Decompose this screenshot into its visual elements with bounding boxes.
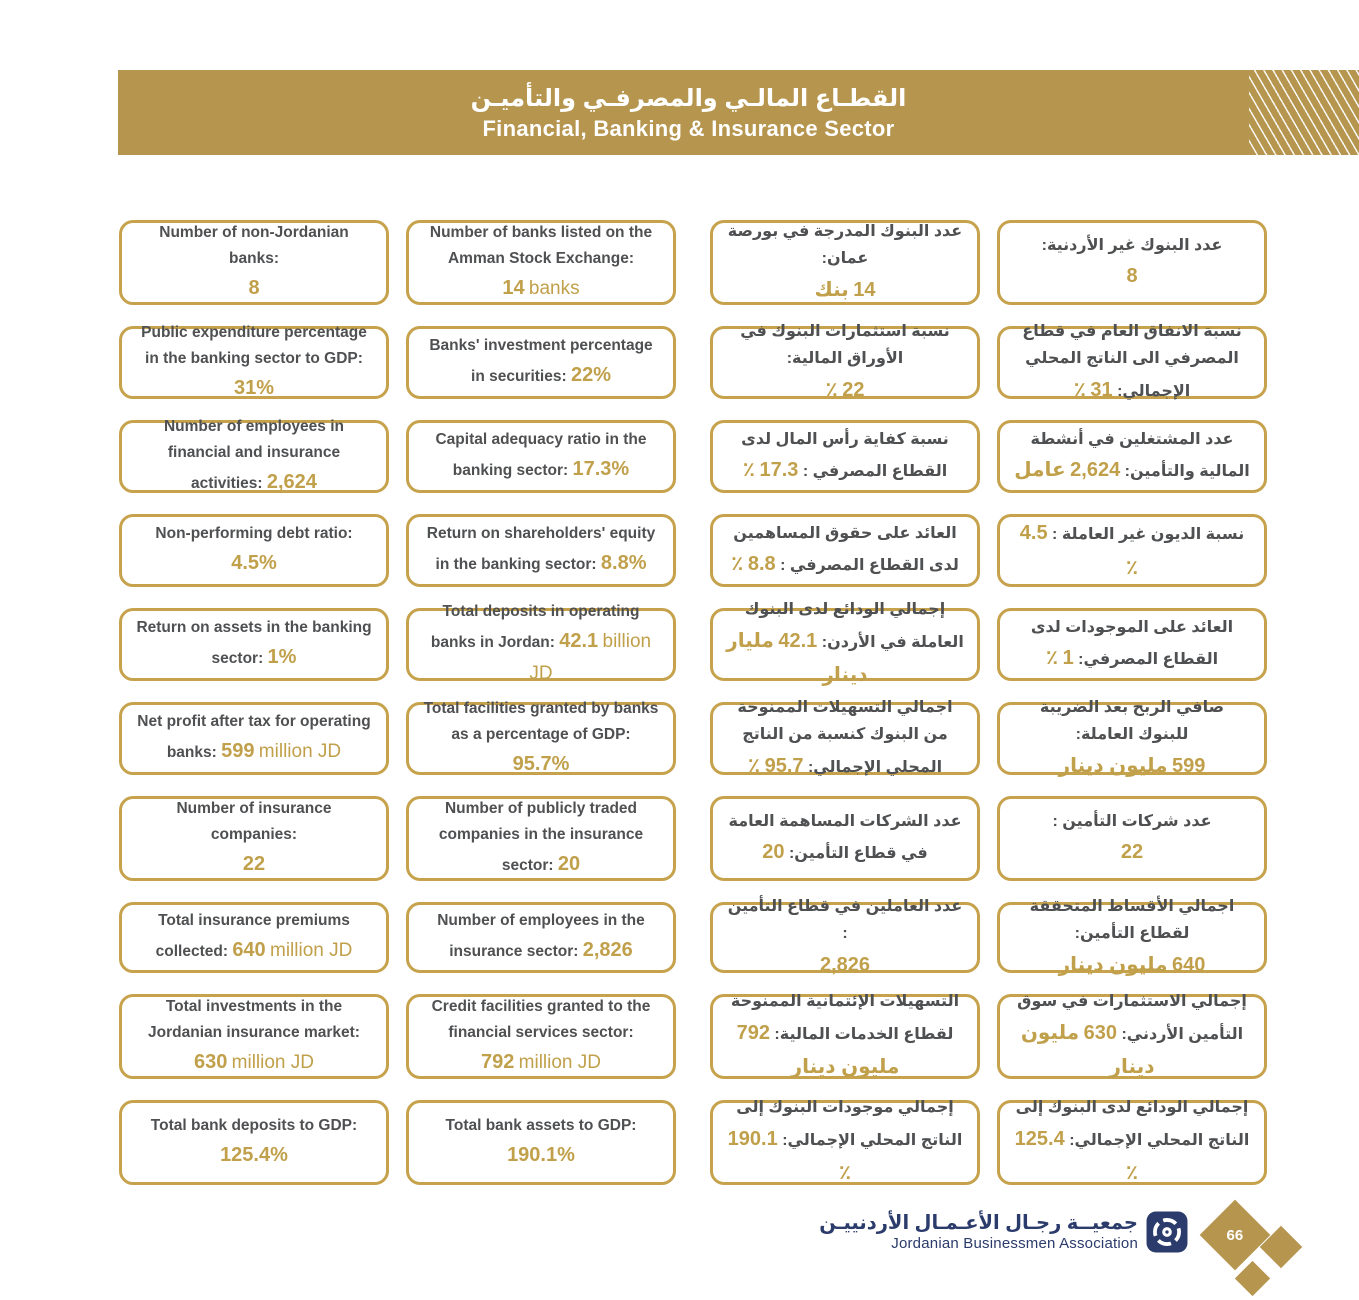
- banner-titles: [118, 70, 1259, 155]
- stat-text: [726, 893, 964, 982]
- stat-text: [1013, 614, 1251, 676]
- stat-label: Number of employees in financial and insurance activities:: [163, 417, 344, 492]
- stat-box: [406, 602, 676, 685]
- stats-row: [119, 220, 1267, 305]
- stat-box: [119, 702, 389, 775]
- stat-value: [582, 938, 633, 961]
- stat-unit: banks: [528, 277, 580, 299]
- stat-unit: مليار دينار: [726, 629, 868, 687]
- stat-unit: مليون دينار: [1020, 1021, 1155, 1079]
- stat-box: [997, 322, 1267, 401]
- stats-row: [119, 994, 1267, 1079]
- stat-text: [1013, 318, 1251, 407]
- stat-value: [1120, 841, 1144, 864]
- stat-value: [570, 363, 611, 386]
- stat-number: 14: [502, 276, 525, 299]
- stat-box: [406, 326, 676, 399]
- stat-value: [1058, 754, 1206, 777]
- stat-number: 630: [1083, 1021, 1118, 1044]
- stat-box: [406, 994, 676, 1079]
- stat-label: عدد العاملين في قطاع التأمين :: [727, 897, 963, 943]
- stat-value: [762, 841, 785, 864]
- stat-number: 8.8%: [600, 551, 647, 574]
- stat-unit: مليون دينار: [790, 1056, 900, 1079]
- stat-number: 95.7%: [512, 752, 570, 775]
- stat-number: 640: [1171, 953, 1206, 976]
- stat-box: [997, 608, 1267, 681]
- stat-unit: ٪: [742, 459, 755, 482]
- stat-label: Number of employees in the insurance sector:: [437, 911, 645, 960]
- stat-label: التسهيلات الإئتمانية الممنوحة لقطاع الخدمات المالية:: [730, 993, 960, 1043]
- stat-text: [422, 333, 660, 393]
- stat-number: 2,826: [582, 938, 633, 961]
- stat-box: [119, 514, 389, 587]
- stat-number: 95.7: [764, 754, 804, 777]
- stat-box: [119, 994, 389, 1079]
- stat-text: [135, 994, 373, 1080]
- stat-unit: ٪: [1045, 647, 1059, 670]
- stat-box: [406, 699, 676, 775]
- stat-text: [135, 414, 373, 500]
- stat-number: 4.5%: [231, 551, 277, 574]
- stat-text: [422, 599, 660, 691]
- stat-label: عدد البنوك غير الأردنية:: [1041, 236, 1223, 254]
- stat-unit: ٪: [1125, 556, 1139, 579]
- stat-text: [1013, 426, 1251, 488]
- stat-unit: ٪: [747, 754, 761, 777]
- stat-box: [406, 1100, 676, 1185]
- stat-number: 599: [221, 739, 255, 762]
- stats-row: [119, 601, 1267, 687]
- stat-text: [726, 1094, 964, 1190]
- stat-text: [1042, 232, 1223, 294]
- stats-row: [119, 698, 1267, 777]
- stat-number: 20: [762, 841, 785, 864]
- stat-text: [422, 521, 660, 581]
- stat-box: [710, 994, 980, 1079]
- stat-value: [507, 1143, 575, 1166]
- stat-number: 640: [232, 938, 266, 961]
- stat-box: [997, 420, 1267, 493]
- stat-text: [726, 988, 964, 1084]
- stat-value: [1126, 265, 1138, 288]
- stat-value: [193, 1050, 315, 1073]
- stat-label: اجمالي الأقساط المتحققة لقطاع التأمين:: [1029, 897, 1235, 943]
- stat-text: [1013, 893, 1251, 982]
- stat-text: [726, 520, 964, 582]
- stat-label: نسبة استثمارات البنوك في الأوراق المالية:: [740, 322, 950, 368]
- stat-value: [825, 378, 865, 401]
- stat-number: 17.3%: [572, 457, 630, 480]
- footer-diamond-small: [1235, 1261, 1270, 1296]
- stat-label: Number of non-Jordanian banks:: [159, 223, 349, 267]
- stat-value: [1058, 953, 1206, 976]
- stat-box: [997, 698, 1267, 777]
- stat-value: [242, 852, 266, 875]
- stat-label: Total bank assets to GDP:: [445, 1116, 637, 1134]
- stat-unit: بنك: [814, 278, 849, 301]
- stat-number: 2,624: [266, 470, 317, 493]
- stat-label: Number of publicly traded companies in the insurance sector:: [438, 799, 644, 874]
- stat-label: إجمالي الودائع لدى البنوك إلى الناتج المحلي الإجمالي:: [1015, 1099, 1250, 1149]
- stat-text: [155, 521, 352, 581]
- stat-number: 20: [557, 852, 581, 875]
- stat-value: [266, 470, 317, 493]
- stat-label: إجمالي موجودات البنوك إلى الناتج المحلي الإجمالي:: [736, 1099, 963, 1149]
- stats-grid: [119, 220, 1267, 1206]
- stat-value: [747, 754, 804, 777]
- stat-box: [710, 698, 980, 777]
- stat-text: [726, 318, 964, 407]
- stat-text: [151, 1113, 357, 1173]
- stat-number: 190.1: [727, 1127, 778, 1150]
- stat-text: [1013, 988, 1251, 1084]
- stat-number: 792: [480, 1050, 515, 1073]
- stat-value: [819, 953, 871, 976]
- stat-label: عدد الشركات المساهمة العامة في قطاع التأمين:: [728, 812, 962, 863]
- stat-number: 2,624: [1070, 459, 1121, 482]
- stat-unit: million JD: [231, 1051, 315, 1073]
- stat-unit: billion JD: [529, 630, 652, 685]
- stat-text: [726, 596, 964, 692]
- stat-label: Number of insurance companies:: [176, 799, 332, 843]
- stat-box: [997, 897, 1267, 976]
- stat-value: [248, 276, 260, 299]
- stat-label: Total facilities granted by banks as a percentage of GDP:: [423, 699, 659, 743]
- stat-box: [406, 514, 676, 587]
- stat-box: [997, 994, 1267, 1079]
- stat-value: [1045, 647, 1074, 670]
- stat-number: 42.1: [778, 629, 818, 652]
- stat-unit: ٪: [1073, 378, 1086, 401]
- stat-label: إجمالي الاستثمارات في سوق التأمين الأردني:: [1017, 993, 1247, 1043]
- stat-number: 22%: [570, 363, 611, 386]
- stats-row: [119, 897, 1267, 976]
- stat-label: عدد المشتغلين في أنشطة المالية والتأمين:: [1030, 430, 1250, 481]
- stat-box: [406, 220, 676, 305]
- stat-label: العائد على الموجودات لدى القطاع المصرفي:: [1030, 618, 1234, 669]
- stat-label: Capital adequacy ratio in the banking sector:: [435, 430, 647, 479]
- stat-box: [119, 1100, 389, 1185]
- stat-box: [710, 601, 980, 687]
- stat-box: [406, 796, 676, 881]
- stat-unit: ٪: [838, 1162, 852, 1185]
- stat-label: Non-performing debt ratio:: [155, 524, 353, 542]
- stat-label: Public expenditure percentage in the banking sector to GDP:: [141, 323, 367, 367]
- stats-row: [119, 322, 1267, 401]
- stats-row: [119, 514, 1267, 587]
- footer-org-block: [819, 1212, 1138, 1253]
- stat-box: [997, 1100, 1267, 1185]
- stat-text: [422, 994, 660, 1080]
- stat-value: [572, 457, 630, 480]
- stat-box: [710, 322, 980, 401]
- stat-value: [233, 376, 275, 399]
- stat-value: [1073, 378, 1113, 401]
- header-banner: [118, 70, 1359, 155]
- stat-label: العائد على حقوق المساهمين لدى القطاع المصرفي :: [733, 524, 959, 575]
- stat-text: [135, 908, 373, 968]
- banner-diamond-large: [1337, 160, 1359, 202]
- stat-text: [422, 220, 660, 306]
- stat-unit: مليون دينار: [1058, 953, 1168, 976]
- stat-number: 31: [1090, 378, 1113, 401]
- stat-label: اجمالي التسهيلات الممنوحة من البنوك كنسبة من الناتج المحلي الإجمالي:: [737, 698, 953, 776]
- stat-unit: ٪: [731, 553, 744, 576]
- stat-value: [502, 276, 580, 299]
- page-title-english: Financial, Banking & Insurance Sector: [482, 115, 895, 141]
- stat-label: عدد شركات التأمين :: [1052, 812, 1212, 830]
- stat-label: Return on assets in the banking sector:: [136, 618, 372, 667]
- stat-text: [446, 1113, 637, 1173]
- stat-box: [710, 897, 980, 976]
- stat-value: [1014, 459, 1121, 482]
- jba-logo: [1146, 1211, 1188, 1253]
- page-number: 66: [1226, 1226, 1244, 1244]
- stat-text: [135, 796, 373, 882]
- stat-value: [814, 278, 876, 301]
- stat-value: [231, 551, 277, 574]
- stat-label: نسبة الديون غير العاملة :: [1052, 526, 1245, 544]
- stat-text: [726, 218, 964, 307]
- stat-text: [1053, 808, 1212, 870]
- stat-box: [710, 420, 980, 493]
- stat-unit: مليون دينار: [1058, 754, 1168, 777]
- stat-text: [1013, 516, 1251, 585]
- stat-number: 1%: [267, 645, 297, 668]
- stat-box: [119, 323, 389, 399]
- org-name-arabic: جمعيــة رجـال الأعـمـال الأردنييـن: [819, 1212, 1138, 1234]
- stat-label: Credit facilities granted to the financial services sector:: [431, 997, 651, 1041]
- stat-value: [232, 938, 353, 961]
- stat-label: Banks' investment percentage in securities:: [429, 336, 653, 385]
- stat-text: [135, 220, 373, 306]
- stat-label: نسبة الانفاق العام في قطاع المصرفي الى الناتج المحلي الإجمالي:: [1022, 322, 1242, 400]
- page-title-arabic: القطـاع المالـي والمصرفـي والتأميـن: [470, 84, 907, 112]
- stat-box: [119, 220, 389, 305]
- stat-number: 42.1: [559, 629, 599, 652]
- stat-text: [726, 694, 964, 783]
- stat-number: 2,826: [819, 953, 871, 976]
- stats-row: [119, 796, 1267, 881]
- stat-label: Number of banks listed on the Amman Stock Exchange:: [429, 223, 653, 267]
- stat-number: 125.4: [1014, 1127, 1065, 1150]
- stats-row: [119, 1100, 1267, 1185]
- stat-number: 8: [1126, 265, 1138, 288]
- stat-value: [512, 752, 570, 775]
- stat-text: [726, 426, 964, 488]
- stat-value: [221, 739, 342, 762]
- stat-number: 792: [736, 1021, 770, 1044]
- stat-value: [600, 551, 647, 574]
- stat-value: [480, 1050, 602, 1073]
- stat-label: نسبة كفاية رأس المال لدى القطاع المصرفي :: [741, 430, 949, 481]
- stat-number: 4.5: [1019, 522, 1048, 545]
- stat-box: [710, 796, 980, 881]
- diagonal-lines-decoration: [1249, 70, 1359, 155]
- page-number-diamond: [1200, 1200, 1271, 1271]
- stat-number: 31%: [233, 376, 275, 399]
- stat-number: 125.4%: [220, 1143, 288, 1166]
- stat-label: إجمالي الودائع لدى البنوك العاملة في الأردن:: [744, 601, 964, 651]
- stat-unit: million JD: [258, 740, 342, 762]
- stat-number: 22: [842, 378, 865, 401]
- stat-number: 599: [1171, 754, 1206, 777]
- stat-number: 190.1%: [507, 1143, 575, 1166]
- stat-unit: ٪: [825, 378, 838, 401]
- stat-label: Return on shareholders' equity in the banking sector:: [426, 524, 656, 573]
- stat-unit: عامل: [1014, 459, 1066, 482]
- stat-text: [135, 615, 373, 675]
- stat-text: [422, 427, 660, 487]
- stat-text: [135, 320, 373, 406]
- stat-box: [710, 220, 980, 305]
- stat-value: [742, 459, 799, 482]
- stat-text: [422, 908, 660, 968]
- stat-box: [710, 1100, 980, 1185]
- stat-text: [422, 796, 660, 882]
- stat-text: [135, 709, 373, 769]
- stat-box: [406, 902, 676, 973]
- stat-text: [1013, 1094, 1251, 1190]
- stat-unit: million JD: [270, 939, 353, 961]
- stat-value: [557, 852, 581, 875]
- stat-number: 630: [193, 1050, 228, 1073]
- stat-box: [710, 514, 980, 587]
- stat-label: صافي الربح بعد الضريبة للبنوك العاملة:: [1039, 698, 1225, 744]
- stat-text: [1013, 694, 1251, 783]
- stat-number: 14: [853, 278, 876, 301]
- stat-box: [997, 514, 1267, 587]
- stat-label: Total insurance premiums collected:: [155, 911, 350, 960]
- stat-label: Net profit after tax for operating banks:: [137, 712, 371, 761]
- stat-label: عدد البنوك المدرجة في بورصة عمان:: [727, 222, 963, 268]
- stat-label: Total investments in the Jordanian insurance market:: [148, 997, 360, 1041]
- stat-box: [406, 420, 676, 493]
- stat-box: [119, 608, 389, 681]
- stat-number: 1: [1062, 647, 1074, 670]
- stats-row: [119, 417, 1267, 493]
- stat-text: [422, 696, 660, 782]
- stat-unit: ٪: [1125, 1162, 1139, 1185]
- stat-box: [119, 796, 389, 881]
- stat-number: 8.8: [747, 553, 776, 576]
- stat-number: 22: [242, 852, 266, 875]
- stat-number: 22: [1120, 841, 1144, 864]
- stat-value: [731, 553, 776, 576]
- stat-box: [119, 417, 389, 493]
- stat-number: 8: [248, 276, 260, 299]
- stat-box: [119, 902, 389, 973]
- stat-value: [220, 1143, 288, 1166]
- stat-text: [726, 808, 964, 870]
- stat-box: [997, 796, 1267, 881]
- stat-number: 17.3: [759, 459, 799, 482]
- stat-unit: million JD: [518, 1051, 602, 1073]
- stat-box: [997, 220, 1267, 305]
- stat-value: [267, 645, 297, 668]
- stat-label: Total deposits in operating banks in Jordan:: [430, 602, 640, 651]
- stat-label: Total bank deposits to GDP:: [150, 1116, 358, 1134]
- org-name-english: Jordanian Businessmen Association: [891, 1235, 1138, 1253]
